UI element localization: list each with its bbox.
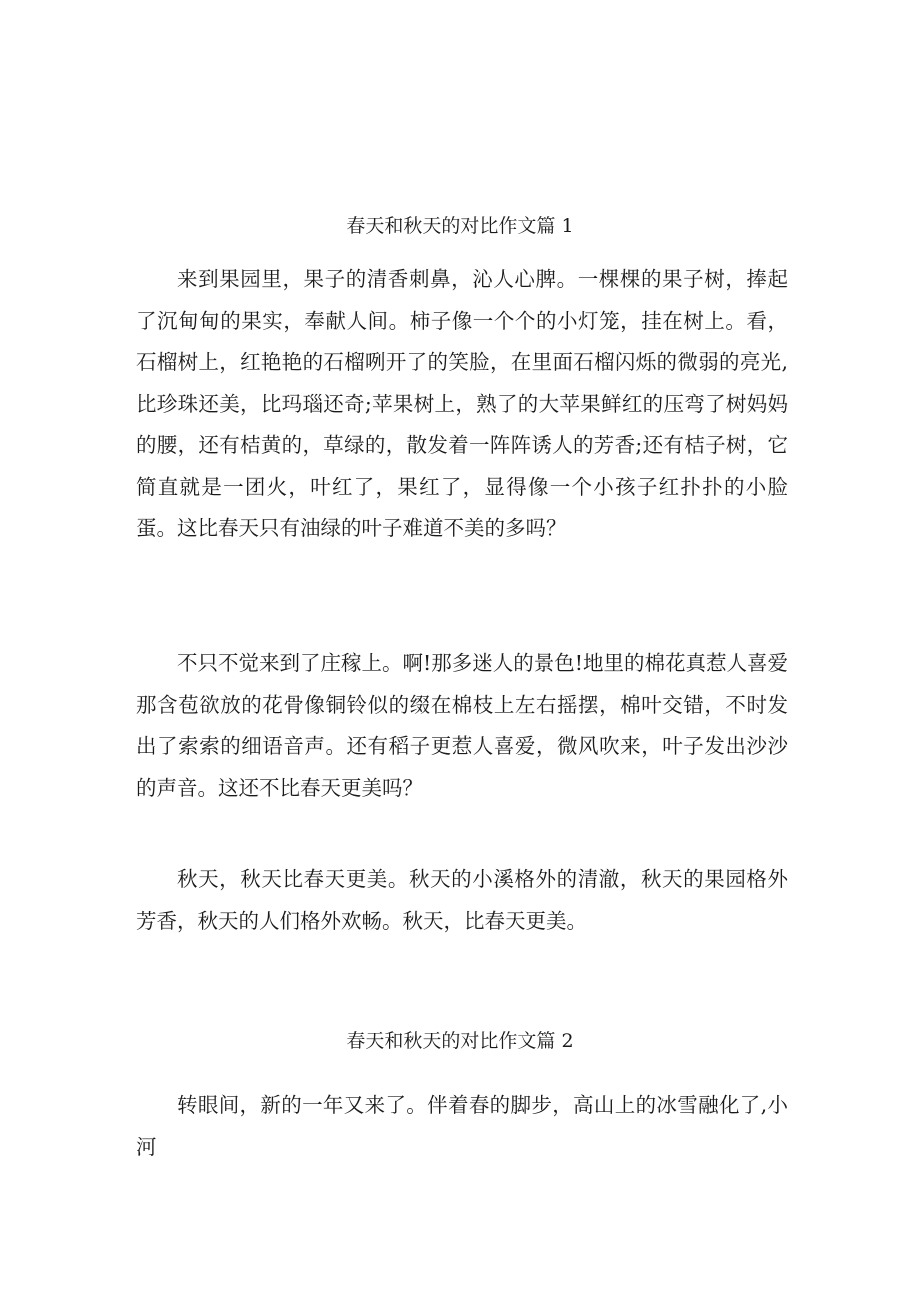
essay-1-title: 春天和秋天的对比作文篇 1	[346, 215, 574, 237]
essay-1-paragraph-3: 秋天，秋天比春天更美。秋天的小溪格外的清澈，秋天的果园格外芳香，秋天的人们格外欢畅。秋天，比春天更美。	[136, 867, 788, 933]
essay-2-title: 春天和秋天的对比作文篇 2	[346, 1030, 574, 1052]
essay-2-paragraph-1: 转眼间，新的一年又来了。伴着春的脚步，高山上的冰雪融化了,小河	[136, 1093, 788, 1159]
essay-1-paragraph-2: 不只不觉来到了庄稼上。啊!那多迷人的景色!地里的棉花真惹人喜爱那含苞欲放的花骨像铜铃似的缀在棉枝上左右摇摆，棉叶交错，不时发出了索索的细语音声。还有稻子更惹人喜爱，微风吹来，叶子发出沙沙的声音。这还不比春天更美吗？	[136, 651, 788, 800]
essay-1-paragraph-1: 来到果园里，果子的清香刺鼻，沁人心脾。一棵棵的果子树，捧起了沉甸甸的果实，奉献人间。柿子像一个个的小灯笼，挂在树上。看，石榴树上，红艳艳的石榴咧开了的笑脸，在里面石榴闪烁的微弱的亮光,比珍珠还美，比玛瑙还奇;苹果树上，熟了的大苹果鲜红的压弯了树妈妈的腰，还有桔黄的，草绿的，散发着一阵阵诱人的芳香;还有桔子树，它简直就是一团火，叶红了，果红了，显得像一个小孩子红扑扑的小脸蛋。这比春天只有油绿的叶子难道不美的多吗？	[136, 267, 788, 540]
